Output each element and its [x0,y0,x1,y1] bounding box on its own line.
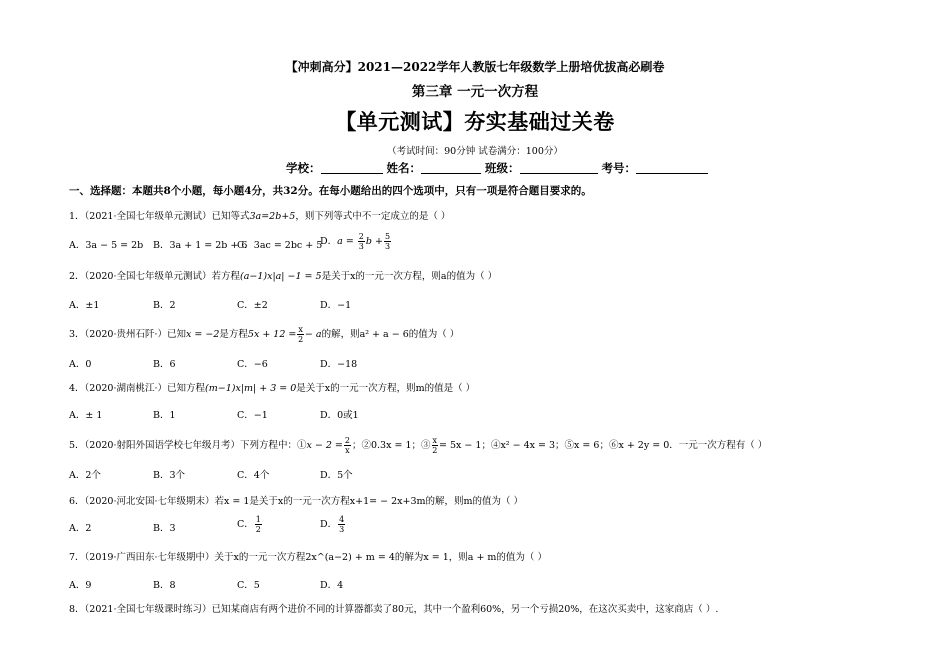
option-a: A．0 [69,359,92,370]
school-label: 学校： [286,161,321,175]
question-3-options [69,356,869,370]
exam-no-blank [636,161,708,174]
option-b: B．8 [153,580,176,591]
option-b: B．3 [153,523,176,534]
question-1-options [69,232,869,251]
option-c: C．5 [237,580,260,591]
option-a: A．± 1 [69,410,103,421]
option-c: C．4个 [237,470,270,481]
question-1: 1．（2021·全国七年级单元测试）已知等式3a=2b+5，则下列等式中不一定成立的是（ ） [69,211,451,222]
q2-equation: (a−1)x|a| −1 = 5 [240,271,322,282]
question-4: 4．（2020·湖南桃江·）已知方程(m−1)x|m| + 3 = 0是关于x的一元一次方程，则m的值是（ ） [69,383,476,394]
class-blank [520,161,598,174]
student-info-line [286,160,708,176]
option-c: C．3ac = 2bc + 5 [237,240,323,251]
option-d: D．0或1 [320,410,359,421]
option-c: C．±2 [237,300,268,311]
question-5-options [69,467,869,481]
option-d: D．−18 [320,359,358,370]
question-8: 8．（2021·全国七年级课时练习）已知某商店有两个进价不同的计算器都卖了80元，其中一个盈利60%，另一个亏损20%，在这次买卖中，这家商店（ ）. [69,604,719,615]
question-4-options [69,407,869,421]
option-d: D．5个 [320,470,353,481]
option-a: A．2 [69,523,92,534]
exam-no-label: 考号： [601,161,637,175]
question-2: 2．（2020·全国七年级单元测试）若方程(a−1)x|a| −1 = 5是关于x的一元一次方程，则a的值为（ ） [69,271,498,282]
section-heading: 一、选择题：本题共8个小题，每小题4分，共32分。在每小题给出的四个选项中，只有一项是符合题目要求的。 [69,185,592,197]
question-2-options [69,297,869,311]
option-a: A．2个 [69,470,101,481]
option-d: D．−1 [320,300,352,311]
option-b: B．3a + 1 = 2b + 6 [153,240,248,251]
option-d: D． $\frac{4}{3}$ [320,515,345,534]
option-b: B．3个 [153,470,186,481]
option-b: B．1 [153,410,176,421]
option-b: B．2 [153,300,176,311]
option-d: D．4 [320,580,344,591]
q1-equation: 3a=2b+5 [249,211,296,222]
question-7: 7．（2019·广西田东·七年级期中）关于x的一元一次方程2x^(a−2) + m = 4的解为x = 1，则a + m的值为（ ） [69,552,547,563]
question-6: 6．（2020·河北安国·七年级期末）若x = 1是关于x的一元一次方程x+1= − 2x+3m的解，则m的值为（ ） [69,496,524,507]
option-c: C．−1 [237,410,268,421]
chapter-title: 第三章 一元一次方程 [411,84,539,100]
question-5: 5．（2020·射阳外国语学校七年级月考）下列方程中：①x − 2 = $\frac{2}{x}$ ；②0.3x = 1；③ $\frac{x}{2}$ = 5x − 1；④x² − 4x = 3；⑤x = 6；⑥x + 2y = 0．一元一次方程有（ ） [69,436,768,455]
name-label: 姓名： [386,161,422,175]
series-title: 【冲刺高分】2021—2022学年人教版七年级数学上册培优拔高必刷卷 [285,60,665,74]
option-d: D．a = $\frac{2}{3}$ b + $\frac{5}{3}$ [320,232,391,251]
class-label: 班级： [485,161,520,175]
question-3: 3．（2020·贵州石阡·）已知x = −2是方程5x + 12 = $\frac{x}{2}$ − a的解，则a² + a − 6的值为（ ） [69,325,460,344]
option-a: A．±1 [69,300,100,311]
option-a: A．3a − 5 = 2b [69,240,144,251]
test-title: 【单元测试】夯实基础过关卷 [335,109,615,134]
option-c: C． $\frac{1}{2}$ [237,515,261,534]
question-6-options [69,515,869,534]
option-b: B．6 [153,359,176,370]
q4-equation: (m−1)x|m| + 3 = 0 [205,383,297,394]
question-7-options [69,577,869,591]
exam-meta: （考试时间：90分钟 试卷满分：100分） [387,146,563,157]
option-a: A．9 [69,580,92,591]
option-c: C．−6 [237,359,268,370]
name-blank [421,161,481,174]
school-blank [321,161,383,174]
